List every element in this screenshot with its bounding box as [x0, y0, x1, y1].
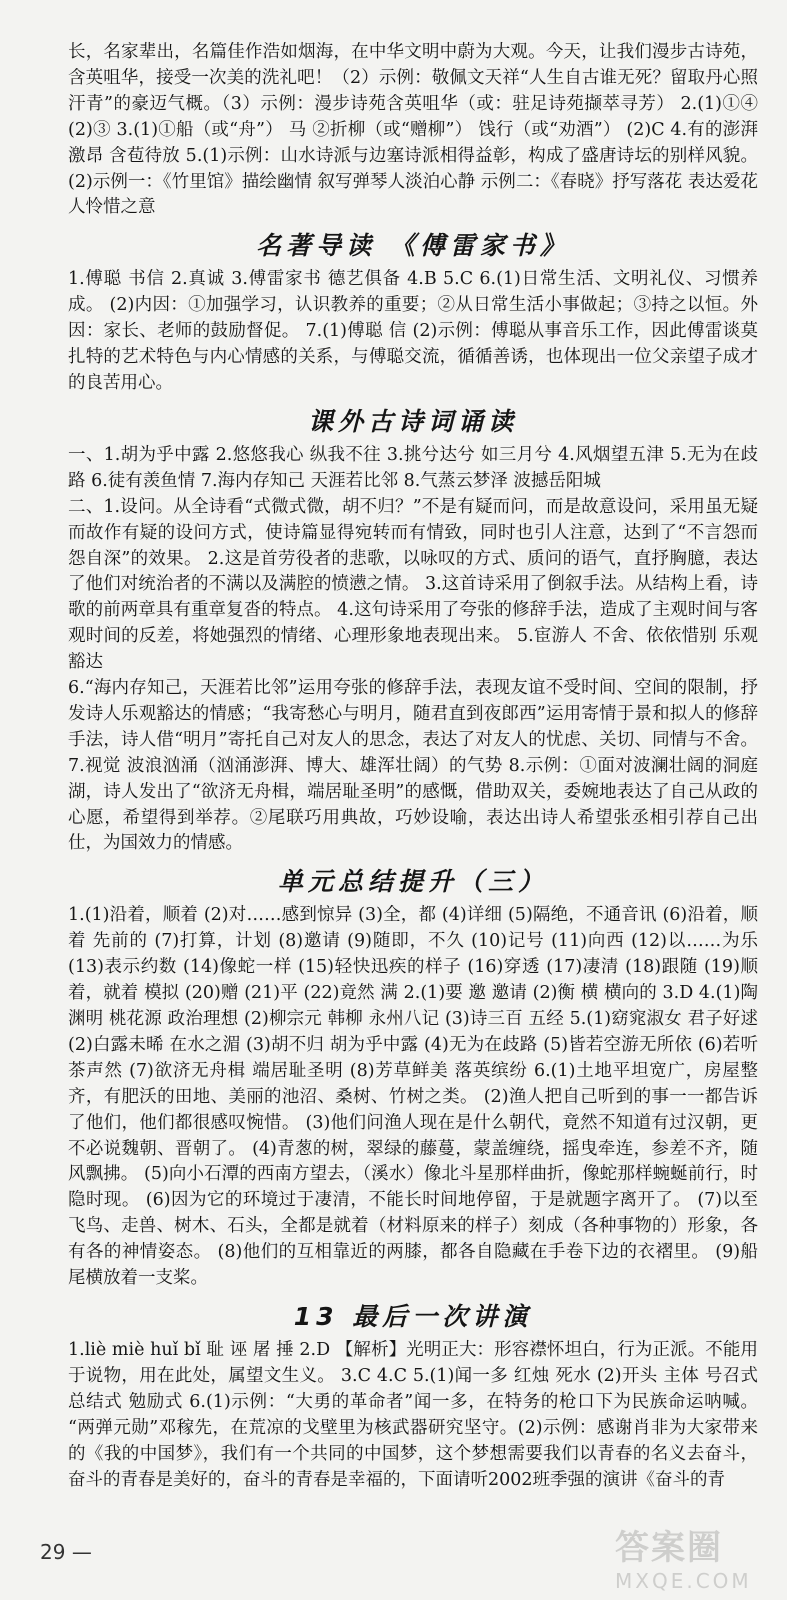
page-number: 29	[40, 1540, 66, 1564]
answer-paragraph: 1.(1)沿着，顺着 (2)对……感到惊异 (3)全，都 (4)详细 (5)隔绝，不通音讯 (6)沿着，顺着 先前的 (7)打算，计划 (8)邀请 (9)随即，不久 (10)记号 (11)向西 (12)以……为乐 (13)表示约数 (14)像蛇一样 (15)轻快迅疾的样子 (16)穿透 (17)凄清 (18)跟随 (19)顺着，就着 模拟 (20)赠 (21)平 (22)竟然 满 2.(1)要 邀 邀请 (2)衡 横 横向的 3.D 4.(1)陶渊明 桃花源 政治理想 (2)柳宗元 韩柳 永州八记 (3)诗三百 五经 5.(1)窈窕淑女 君子好逑 (2)白露未晞 在水之湄 (3)胡不归 胡为乎中露 (4)无为在歧路 (5)皆若空游无所依 (6)若听茶声然 (7)欲济无舟楫 端居耻圣明 (8)芳草鲜美 落英缤纷 6.(1)土地平坦宽广，房屋整齐，有肥沃的田地、美丽的池沼、桑树、竹树之类。 (2)渔人把自己听到的事一一都告诉了他们，他们都很感叹惋惜。 (3)他们问渔人现在是什么朝代，竟然不知道有过汉朝，更不必说魏朝、晋朝了。 (4)青葱的树，翠绿的藤蔓，蒙盖缠绕，摇曳牵连，参差不齐，随风飘拂。 (5)向小石潭的西南方望去，（溪水）像北斗星那样曲折，像蛇那样蜿蜒前行，时隐时现。 (6)因为它的环境过于凄清，不能长时间地停留，于是就题字离开了。 (7)以至飞鸟、走兽、树木、石头，全都是就着（材料原来的样子）刻成（各种事物的）形象，各有各的神情姿态。 (8)他们的互相靠近的两膝，都各自隐藏在手卷下边的衣褶里。 (9)船尾横放着一支桨。	[68, 905, 758, 1289]
section-continued-answers	[68, 40, 758, 221]
section-lesson-13	[68, 1298, 758, 1493]
page-footer	[40, 1540, 92, 1564]
watermark-logo	[615, 1520, 775, 1593]
watermark-text-cn: 答案圈	[615, 1528, 723, 1568]
answer-paragraph: 6.“海内存知己，天涯若比邻”运用夸张的修辞手法，表现友谊不受时间、空间的限制，抒发诗人乐观豁达的情感；“我寄愁心与明月，随君直到夜郎西”运用寄情于景和拟人的修辞手法，诗人借“明月”寄托自己对友人的思念，表达了对友人的忧虑、关切、同情与不舍。 7.视觉 波浪汹涌（汹涌澎湃、博大、雄浑壮阔）的气势 8.示例：①面对波澜壮阔的洞庭湖，诗人发出了“欲济无舟楫，端居耻圣明”的感慨，借助双关，委婉地表达了自己从政的心愿，希望得到举荐。②尾联巧用典故，巧妙设喻，表达出诗人希望张丞相引荐自己出仕，为国效力的情感。	[68, 678, 758, 854]
answer-page	[68, 40, 758, 1493]
answer-paragraph: 长，名家辈出，名篇佳作浩如烟海，在中华文明中蔚为大观。今天，让我们漫步古诗苑，含英咀华，接受一次美的洗礼吧！（2）示例：敬佩文天祥“人生自古谁无死？留取丹心照汗青”的豪迈气概。（3）示例：漫步诗苑含英咀华（或：驻足诗苑撷萃寻芳） 2.(1)①④ (2)③ 3.(1)①船（或“舟”） 马 ②折柳（或“赠柳”） 饯行（或“劝酒”） (2)C 4.有的澎湃激昂 含苞待放 5.(1)示例：山水诗派与边塞诗派相得益彰，构成了盛唐诗坛的别样风貌。 (2)示例一：《竹里馆》描绘幽情 叙写弹琴人淡泊心静 示例二：《春晓》抒写落花 表达爱花人怜惜之意	[68, 42, 758, 218]
answer-paragraph: 一、1.胡为乎中露 2.悠悠我心 纵我不往 3.挑兮达兮 如三月兮 4.风烟望五津 5.无为在歧路 6.徒有羡鱼情 7.海内存知己 天涯若比邻 8.气蒸云梦泽 波撼岳阳城	[68, 444, 758, 491]
section-extra-poems	[68, 403, 758, 858]
answer-paragraph: 1.傅聪 书信 2.真诚 3.傅雷家书 德艺俱备 4.B 5.C 6.(1)日常生活、文明礼仪、习惯养成。 (2)内因：①加强学习，认识教养的重要；②从日常生活小事做起；③持之以恒。外因：家长、老师的鼓励督促。 7.(1)傅聪 信 (2)示例：傅聪从事音乐工作，因此傅雷谈莫扎特的艺术特色与内心情感的关系，与傅聪交流，循循善诱，也体现出一位父亲望子成才的良苦用心。	[68, 269, 758, 393]
watermark-text-en: MXQE.COM	[615, 1569, 752, 1593]
section-heading: 课外古诗词诵读	[307, 406, 518, 436]
section-heading: 13 最后一次讲演	[293, 1301, 533, 1331]
answer-paragraph: 1.liè miè huǐ bǐ 耻 诬 屠 捶 2.D 【解析】光明正大：形容襟怀坦白，行为正派。不能用于说物，用在此处，属望文生义。 3.C 4.C 5.(1)闻一多 红烛 死水 (2)开头 主体 号召式 总结式 勉励式 6.(1)示例：“大勇的革命者”闻一多，在特务的枪口下为民族命运呐喊。 “两弹元勋”邓稼先，在荒凉的戈壁里为核武器研究坚守。(2)示例：感谢肖非为大家带来的《我的中国梦》，我们有一个共同的中国梦，这个梦想需要我们以青春的名义去奋斗，奋斗的青春是美好的，奋斗的青春是幸福的，下面请听2002班季强的演讲《奋斗的青	[68, 1339, 758, 1490]
section-famous-books-guide	[68, 227, 758, 397]
section-heading: 单元总结提升（三）	[277, 867, 548, 897]
footer-dash: —	[71, 1540, 92, 1564]
section-heading: 名著导读 《傅雷家书》	[256, 231, 570, 261]
section-unit-summary-3	[68, 863, 758, 1292]
answer-paragraph: 二、1.设问。从全诗看“式微式微，胡不归？”不是有疑而问，而是故意设问，采用虽无疑而故作有疑的设问方式，使诗篇显得宛转而有情致，同时也引人注意，达到了“不言怨而怨自深”的效果。 2.这是首劳役者的悲歌，以咏叹的方式、质问的语气，直抒胸臆，表达了他们对统治者的不满以及满腔的愤懑之情。 3.这首诗采用了倒叙手法。从结构上看，诗歌的前两章具有重章复沓的特点。 4.这句诗采用了夸张的修辞手法，造成了主观时间与客观时间的反差，将她强烈的情绪、心理形象地表现出来。 5.宦游人 不舍、依依惜别 乐观豁达	[68, 496, 758, 673]
